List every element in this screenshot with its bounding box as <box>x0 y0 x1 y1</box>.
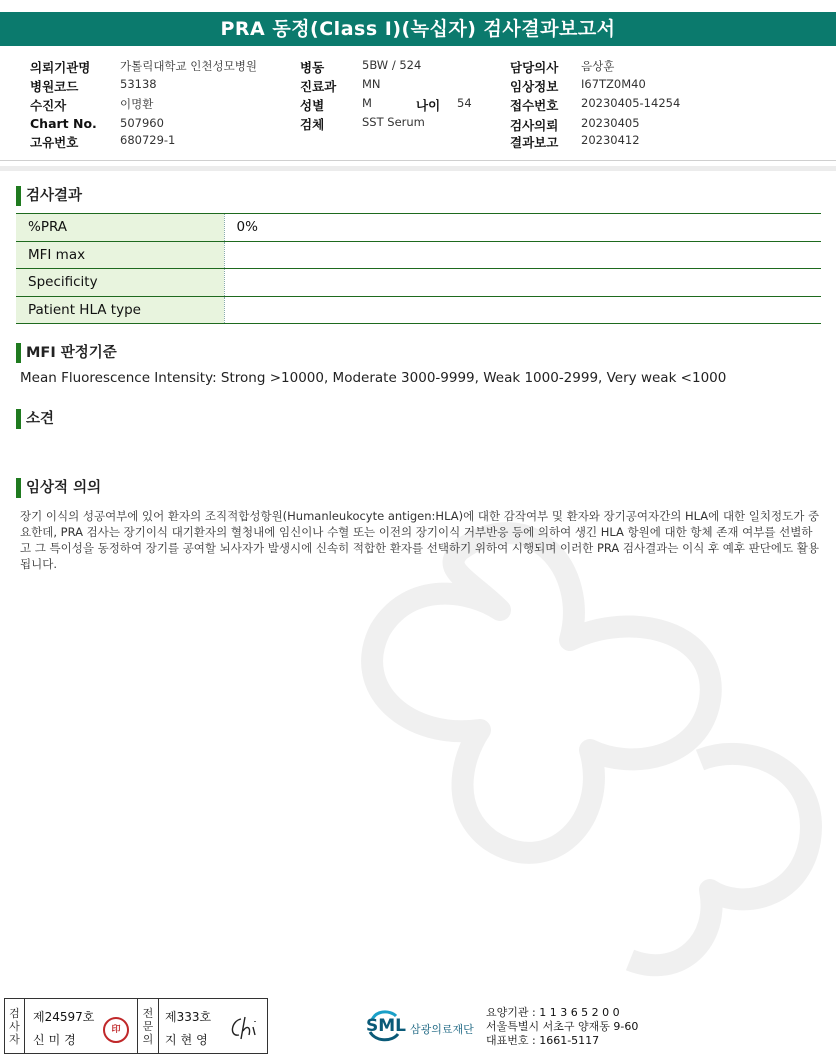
table-row <box>16 241 821 269</box>
info-label: 병원코드 <box>30 79 79 94</box>
info-value: 음상훈 <box>581 59 615 73</box>
specialist-license-no: 제333호 <box>165 1010 212 1024</box>
sml-logo <box>366 1006 486 1046</box>
info-label: 담당의사 <box>510 60 559 75</box>
info-label: 임상정보 <box>510 79 559 94</box>
specialist-name: 지현영 <box>165 1033 212 1047</box>
result-value <box>224 296 821 324</box>
report-title: PRA 동정(Class I)(녹십자) 검사결과보고서 <box>0 12 836 46</box>
results-heading: 검사결과 <box>16 186 82 206</box>
info-label: Chart No. <box>30 116 97 131</box>
result-value <box>224 241 821 269</box>
examiner-seal: 印 <box>103 1017 129 1043</box>
info-value: MN <box>362 77 381 91</box>
institution-code: 요양기관 : 1 1 3 6 5 2 0 0 <box>486 1006 620 1019</box>
examiner-role: 검사자 <box>5 999 25 1053</box>
result-label: MFI max <box>16 241 224 269</box>
info-value: 이명환 <box>120 97 154 111</box>
table-row <box>16 269 821 297</box>
info-value: 5BW / 524 <box>362 58 422 72</box>
info-value: 20230405 <box>581 116 640 130</box>
clinical-heading: 임상적 의의 <box>16 478 101 498</box>
result-value <box>224 269 821 297</box>
phone: 대표번호 : 1661-5117 <box>486 1034 600 1047</box>
info-label: 진료과 <box>300 79 337 94</box>
info-value: SST Serum <box>362 115 425 129</box>
info-value: 20230405-14254 <box>581 96 681 110</box>
info-label: 검사의뢰 <box>510 118 559 133</box>
info-label: 검체 <box>300 117 325 132</box>
info-value: 507960 <box>120 116 164 130</box>
table-row <box>16 296 821 324</box>
examiner-license-no: 제24597호 <box>33 1010 95 1024</box>
results-table <box>16 213 821 324</box>
result-value: 0% <box>224 214 821 242</box>
info-label: 접수번호 <box>510 98 559 113</box>
info-label: 병동 <box>300 60 325 75</box>
result-label: Patient HLA type <box>16 296 224 324</box>
info-value: I67TZ0M40 <box>581 77 646 91</box>
info-label: 결과보고 <box>510 135 559 150</box>
info-value: 53138 <box>120 77 157 91</box>
clinical-significance-text: 장기 이식의 성공여부에 있어 환자의 조직적합성항원(Humanleukocyte antigen:HLA)에 대한 감작여부 및 환자와 장기공여자간의 HLA에 대한 일치정도가 중요한데, PRA 검사는 장기이식 대기환자의 혈청내에 임신이나 수혈 또는 이전의 장기이식 거부반응 등에 의하여 생긴 HLA 항원에 대한 항체 존재 여부를 선별하고 그 특이성을 동정하여 장기를 공여할 뇌사자가 발생시에 신속히 적합한 환자를 선택하기 위하여 시행되며 이러한 PRA 검사결과는 이식 후 예후 판단에도 활용됩니다. <box>20 509 820 571</box>
result-label: Specificity <box>16 269 224 297</box>
organization-name: 삼광의료재단 <box>410 1023 474 1036</box>
divider-band <box>0 166 836 171</box>
address: 서울특별시 서초구 양재동 9-60 <box>486 1020 639 1033</box>
info-value: 680729-1 <box>120 133 176 147</box>
info-label: 의뢰기관명 <box>30 60 91 75</box>
divider <box>0 160 836 161</box>
footer <box>0 996 836 1056</box>
mfi-criteria-text: Mean Fluorescence Intensity: Strong >10000, Moderate 3000-9999, Weak 1000-2999, Very weak <1000 <box>20 370 727 386</box>
opinion-heading: 소견 <box>16 409 54 429</box>
info-value: 20230412 <box>581 133 640 147</box>
result-label: %PRA <box>16 214 224 242</box>
specialist-role: 전문의 <box>137 999 159 1053</box>
info-value: M <box>362 96 372 110</box>
info-label: 수진자 <box>30 98 67 113</box>
info-value: 가톨릭대학교 인천성모병원 <box>120 59 257 73</box>
contact-info <box>486 1006 638 1048</box>
info-label: 고유번호 <box>30 135 79 150</box>
specialist-signature <box>227 1013 263 1043</box>
table-row <box>16 214 821 242</box>
info-label: 성별 <box>300 98 325 113</box>
patient-info <box>0 54 836 154</box>
examiner-name: 신미경 <box>33 1033 80 1047</box>
age-label: 나이 <box>416 98 441 113</box>
sml-logo-text: SML <box>366 1016 406 1036</box>
mfi-heading: MFI 판정기준 <box>16 343 117 363</box>
signature-box <box>4 998 268 1054</box>
age-value: 54 <box>457 96 472 110</box>
